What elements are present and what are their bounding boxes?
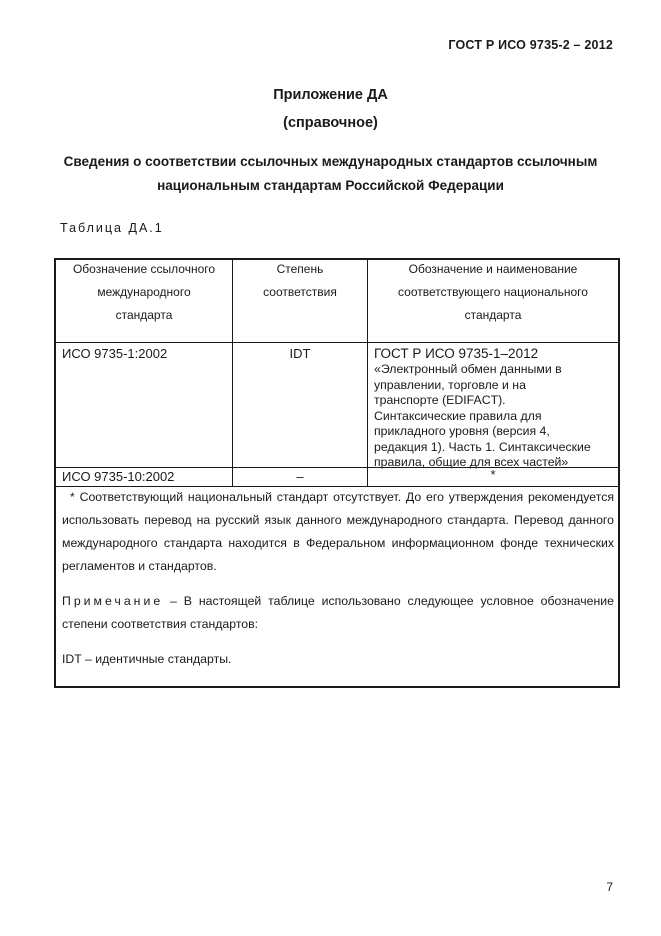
table-cell-intl-standard: ИСО 9735-10:2002 — [62, 469, 175, 484]
table-footnote — [62, 486, 614, 671]
appendix-heading — [20, 150, 641, 198]
table-cell-intl-standard: ИСО 9735-1:2002 — [62, 346, 168, 361]
standards-table — [54, 258, 620, 688]
appendix-title: Приложение ДА — [273, 87, 388, 103]
header-divider — [56, 342, 618, 343]
table-cell-national-standard: ГОСТ Р ИСО 9735-1–2012 «Электронный обмен данными в управлении, торговле и на транспорте (EDIFACT). Синтаксические правила для прикладного уровня (версия 4, редакция 1). Часть 1. Синтаксические правила, общие для всех частей» — [374, 346, 616, 471]
appendix-subtitle: (справочное) — [283, 115, 378, 131]
national-standard-code: ГОСТ Р ИСО 9735-1–2012 — [374, 346, 539, 361]
note-text: – В настоящей таблице использовано следующее условное обозначение степени соответствия стандартов: — [62, 594, 614, 631]
column-header-intl: Обозначение ссылочного международного стандарта — [72, 262, 216, 322]
heading-line-2: национальным стандартам Российской Федерации — [157, 178, 504, 193]
heading-line-1: Сведения о соответствии ссылочных международных стандартов ссылочным — [63, 154, 598, 169]
table-cell-degree: IDT — [289, 346, 311, 361]
footnote-text: * Соответствующий национальный стандарт отсутствует. До его утверждения рекомендуется использовать перевод на русский язык данного международного стандарта. Перевод данного международного стандарта находится в Федеральном информационном фонде технических регламентов и стандартов. — [62, 490, 614, 573]
note-label: Примечание — [62, 594, 164, 608]
column-header-national: Обозначение и наименование соответствующего национального стандарта — [398, 262, 588, 322]
column-header-degree: Степень соответствия — [263, 262, 337, 299]
table-note — [62, 590, 614, 636]
page-number: 7 — [606, 880, 613, 894]
table-cell-degree: – — [296, 469, 304, 484]
idt-definition: IDT – идентичные стандарты. — [62, 652, 232, 666]
document-code: ГОСТ Р ИСО 9735-2 – 2012 — [448, 38, 613, 52]
table-cell-national-standard: * — [490, 467, 496, 482]
table-caption: Таблица ДА.1 — [60, 221, 164, 235]
